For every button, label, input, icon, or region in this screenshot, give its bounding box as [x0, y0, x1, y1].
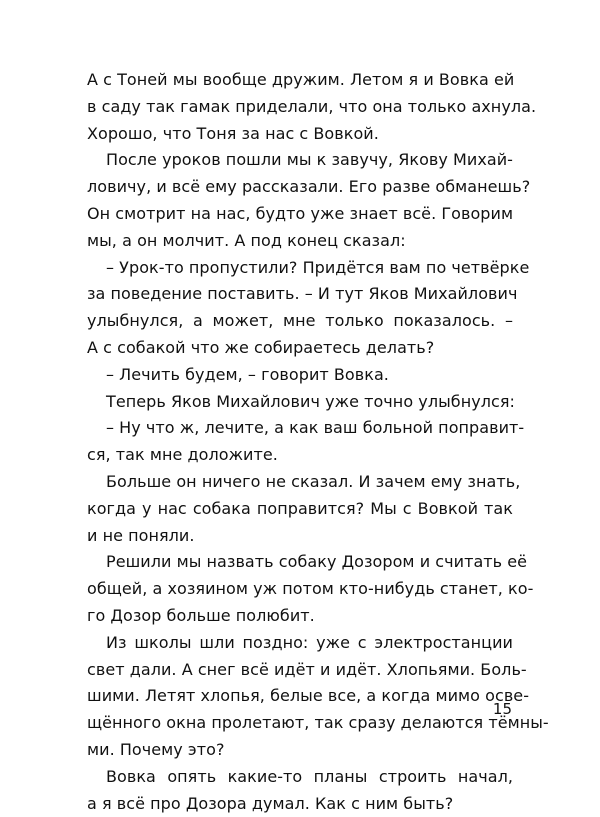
- body-text: [87, 67, 549, 817]
- text-line: шими. Летят хлопья, белые все, а когда мимо осве-: [87, 686, 530, 706]
- text-line: Решили мы назвать собаку Дозором и считать её: [106, 552, 528, 572]
- text-line: А с собакой что же собираетесь делать?: [87, 337, 435, 357]
- text-line: общей, а хозяином уж потом кто-нибудь станет, ко-: [87, 579, 534, 599]
- text-line: свет дали. А снег всё идёт и идёт. Хлопьями. Боль-: [87, 659, 527, 679]
- text-line: ми. Почему это?: [87, 739, 225, 759]
- text-line: ловичу, и всё ему рассказали. Его разве обманешь?: [87, 177, 531, 197]
- text-line: в саду так гамак приделали, что она только ахнула.: [87, 96, 537, 116]
- text-line: го Дозор больше полюбит.: [87, 605, 315, 625]
- text-line: – Урок-то пропустили? Придётся вам по четвёрке: [106, 257, 530, 277]
- text-line: Хорошо, что Тоня за нас с Вовкой.: [87, 123, 379, 143]
- text-line: ся, так мне доложите.: [87, 445, 278, 465]
- text-line: Из школы шли поздно: уже с электростанции: [106, 632, 513, 652]
- text-line: мы, а он молчит. А под конец сказал:: [87, 230, 406, 250]
- text-line: за поведение поставить. – И тут Яков Михайлович: [87, 284, 518, 304]
- text-line: Вовка опять какие-то планы строить начал,: [106, 766, 513, 786]
- text-line: Теперь Яков Михайлович уже точно улыбнулся:: [106, 391, 515, 411]
- text-line: когда у нас собака поправится? Мы с Вовкой так: [87, 498, 513, 518]
- text-line: А с Тоней мы вообще дружим. Летом я и Вовка ей: [87, 70, 515, 89]
- text-line: Больше он ничего не сказал. И зачем ему знать,: [106, 471, 521, 491]
- text-line: и не поняли.: [87, 525, 195, 545]
- text-line: После уроков пошли мы к завучу, Якову Михай-: [106, 150, 514, 170]
- text-line: – Ну что ж, лечите, а как ваш больной поправит-: [106, 418, 525, 438]
- text-line: Он смотрит на нас, будто уже знает всё. Говорим: [87, 203, 514, 223]
- text-line: улыбнулся, а может, мне только показалось. –: [87, 311, 513, 331]
- text-line: – Лечить будем, – говорит Вовка.: [106, 364, 389, 384]
- page-number: 15: [492, 700, 512, 718]
- text-line: а я всё про Дозора думал. Как с ним быть?: [87, 793, 454, 813]
- text-line: щённого окна пролетают, так сразу делаются тёмны-: [87, 713, 549, 733]
